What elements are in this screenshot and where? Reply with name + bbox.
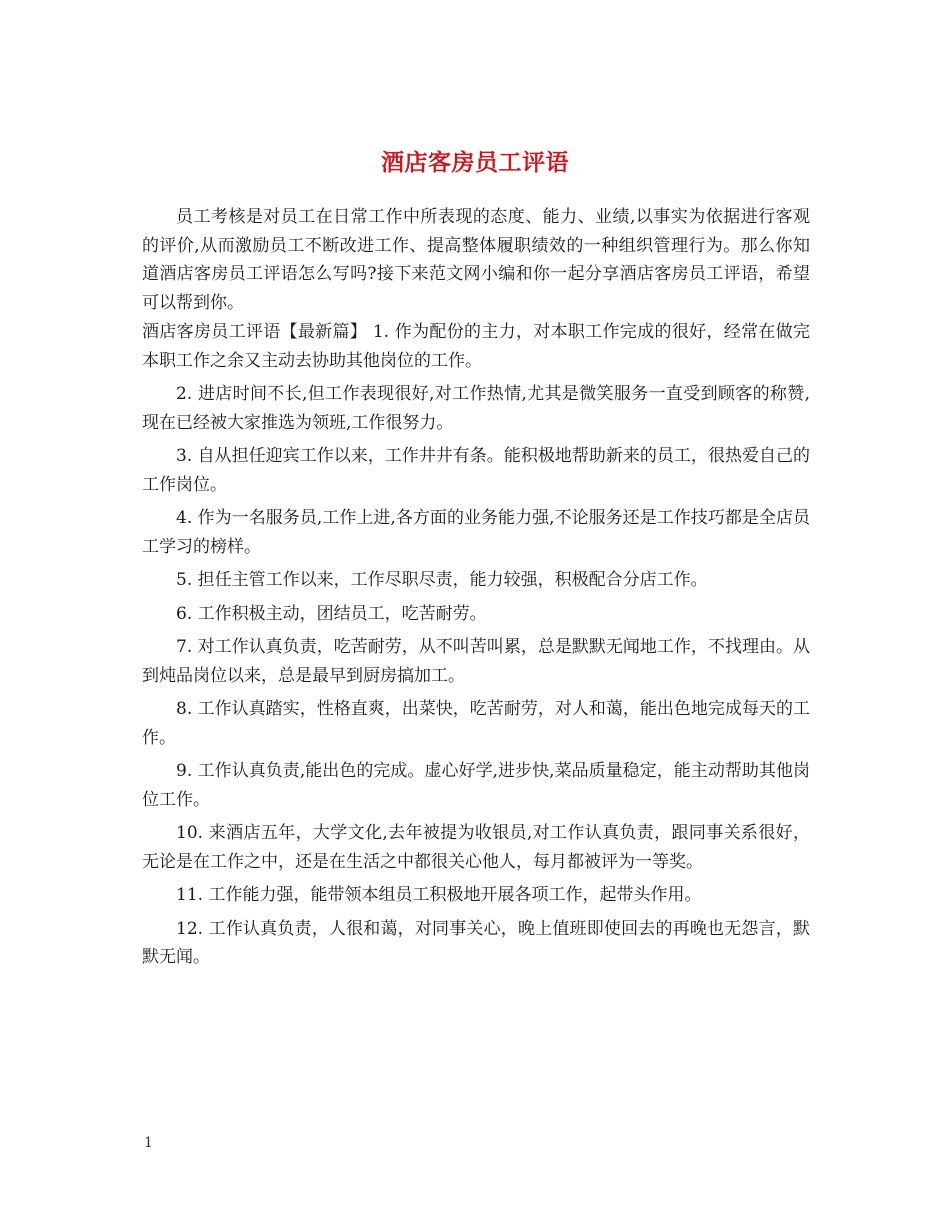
page-number: 1 xyxy=(144,1135,153,1151)
document-body xyxy=(142,203,810,972)
list-item-1: 1. 作为配份的主力，对本职工作完成的很好，经常在做完本职工作之余又主动去协助其他岗位的工作。 xyxy=(142,322,811,371)
section-paragraph xyxy=(142,318,810,375)
list-item-3: 3. 自从担任迎宾工作以来，工作井井有条。能积极地帮助新来的员工，很热爱自己的工作岗位。 xyxy=(142,446,810,495)
list-item-6: 6. 工作积极主动，团结员工，吃苦耐劳。 xyxy=(176,603,487,624)
list-item-12: 12. 工作认真负责，人很和蔼，对同事关心，晚上值班即使回去的再晚也无怨言，默默无闻。 xyxy=(142,918,810,967)
list-item-7: 7. 对工作认真负责，吃苦耐劳，从不叫苦叫累，总是默默无闻地工作，不找理由。从到炖品岗位以来，总是最早到厨房搞加工。 xyxy=(142,637,810,686)
list-item-11: 11. 工作能力强，能带领本组员工积极地开展各项工作，起带头作用。 xyxy=(176,885,702,905)
list-item-2: 2. 进店时间不长,但工作表现很好,对工作热情,尤其是微笑服务一直受到顾客的称赞,现在已经被大家推选为领班,工作很努力。 xyxy=(142,384,810,433)
list-item-4: 4. 作为一名服务员,工作上进,各方面的业务能力强,不论服务还是工作技巧都是全店员工学习的榜样。 xyxy=(142,508,810,557)
page-title: 酒店客房员工评语 xyxy=(381,149,569,177)
section-heading: 酒店客房员工评语【最新篇】 xyxy=(142,322,368,342)
list-item-9: 9. 工作认真负责,能出色的完成。虚心好学,进步快,菜品质量稳定，能主动帮助其他岗位工作。 xyxy=(142,761,810,810)
list-item-8: 8. 工作认真踏实，性格直爽，出菜快，吃苦耐劳，对人和蔼，能出色地完成每天的工作。 xyxy=(142,699,810,748)
intro-paragraph: 员工考核是对员工在日常工作中所表现的态度、能力、业绩,以事实为依据进行客观的评价,从而激励员工不断改进工作、提高整体履职绩效的一种组织管理行为。那么你知道酒店客房员工评语怎么写吗?接下来范文网小编和你一起分享酒店客房员工评语，希望可以帮到你。 xyxy=(142,207,810,313)
list-item-10: 10. 来酒店五年，大学文化,去年被提为收银员,对工作认真负责，跟同事关系很好，无论是在工作之中，还是在生活之中都很关心他人，每月都被评为一等奖。 xyxy=(142,823,810,872)
list-item-5: 5. 担任主管工作以来，工作尽职尽责，能力较强，积极配合分店工作。 xyxy=(176,570,708,590)
